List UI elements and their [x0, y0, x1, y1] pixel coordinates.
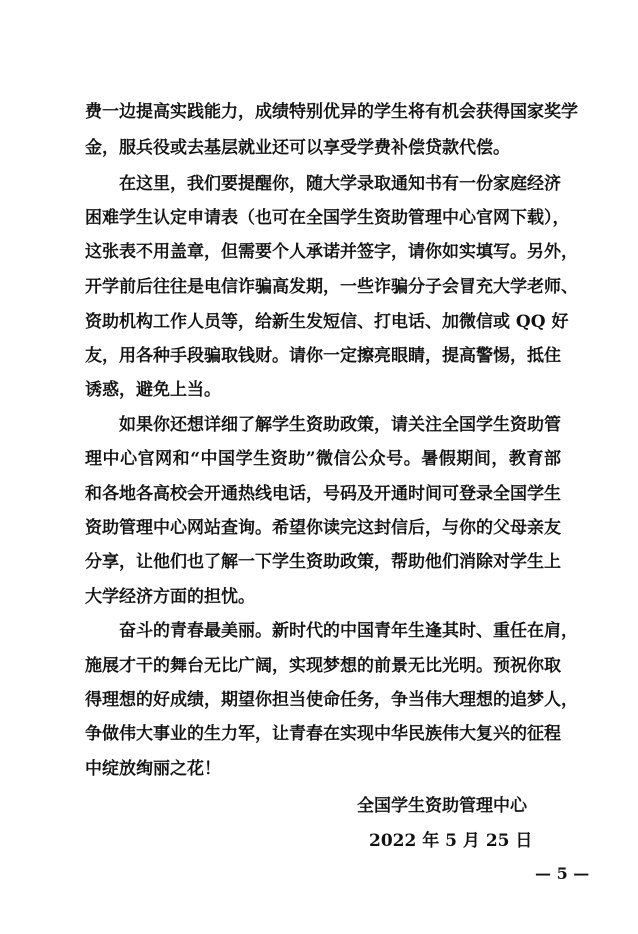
body-line: 中绽放绚丽之花！ — [85, 759, 221, 779]
body-line: 金，服兵役或去基层就业还可以享受学费补偿贷款代偿。 — [85, 138, 510, 158]
body-line: 奋斗的青春最美丽。新时代的中国青年生逢其时、重任在肩， — [119, 621, 578, 641]
body-line: 在这里，我们要提醒你，随大学录取通知书有一份家庭经济 — [119, 174, 561, 194]
body-line: 争做伟大事业的生力军，让青春在实现中华民族伟大复兴的征程 — [85, 724, 561, 744]
body-line: 分享，让他们也了解一下学生资助政策，帮助他们消除对学生上 — [85, 552, 561, 572]
body-line: 施展才干的舞台无比广阔，实现梦想的前景无比光明。预祝你取 — [85, 656, 561, 676]
body-line: 得理想的好成绩，期望你担当使命任务，争当伟大理想的追梦人， — [85, 690, 578, 710]
body-line: 诱惑，避免上当。 — [85, 380, 221, 400]
body-line: 开学前后往往是电信诈骗高发期，一些诈骗分子会冒充大学老师、 — [85, 277, 578, 297]
body-line: 这张表不用盖章，但需要个人承诺并签字，请你如实填写。另外， — [85, 242, 578, 262]
body-line: 资助机构工作人员等，给新生发短信、打电话、加微信或 QQ 好 — [85, 312, 569, 332]
body-line: 如果你还想详细了解学生资助政策，请关注全国学生资助管 — [119, 415, 561, 435]
body-line: 理中心官网和“中国学生资助”微信公众号。暑假期间，教育部 — [85, 449, 561, 469]
body-line: 大学经济方面的担忧。 — [85, 587, 255, 607]
body-line: 资助管理中心网站查询。希望你读完这封信后，与你的父母亲友 — [85, 518, 561, 538]
body-line: 友，用各种手段骗取钱财。请你一定擦亮眼睛，提高警惕，抵住 — [85, 346, 561, 366]
body-line: 费一边提高实践能力，成绩特别优异的学生将有机会获得国家奖学 — [85, 102, 578, 122]
body-line: 困难学生认定申请表（也可在全国学生资助管理中心官网下载）， — [85, 208, 570, 228]
body-line: 和各地各高校会开通热线电话，号码及开通时间可登录全国学生 — [85, 484, 561, 504]
date: 2022 年 5 月 25 日 — [369, 831, 533, 851]
signature: 全国学生资助管理中心 — [357, 796, 527, 816]
page-number: — 5 — — [535, 864, 590, 883]
